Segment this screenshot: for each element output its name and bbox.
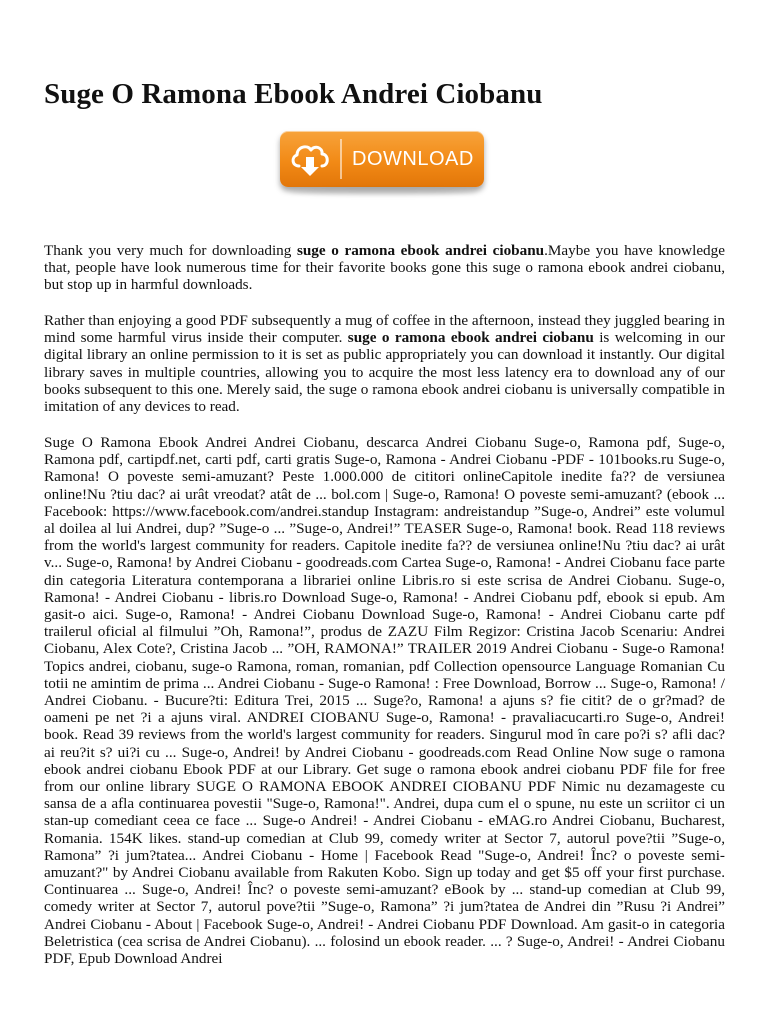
download-label: DOWNLOAD <box>352 148 474 170</box>
intro-bold-title: suge o ramona ebook andrei ciobanu <box>296 242 545 259</box>
intro-paragraph <box>44 242 725 294</box>
second-bold-title: suge o ramona ebook andrei ciobanu <box>347 329 594 347</box>
intro-text-start: Thank you very much for downloading <box>44 242 297 259</box>
download-button-wrapper <box>280 131 486 193</box>
button-divider <box>340 139 342 179</box>
download-button[interactable] <box>280 131 484 187</box>
body-paragraph: Suge O Ramona Ebook Andrei Andrei Ciobanu, descarca Andrei Ciobanu Suge-o, Ramona pdf, Suge-o, Ramona pdf, cartipdf.net, carti pdf, carti gratis Suge-o, Ramona - Andrei Ciobanu -PDF - 101books.ru Suge-o, Ramona! O poveste semi-amuzant? Peste 1.000.000 de cititori onlineCapitole inedite fa?? de versiunea online!Nu ?tiu dac? ai urât vreodat? atât de ... bol.com | Suge-o, Ramona! O poveste semi-amuzant? (ebook ... Facebook: https://www.facebook.com/andrei.standup Instagram: andreistandup ”Suge-o, Andrei” este volumul al doilea al lui Andrei, dup? ”Suge-o ... ”Suge-o, Andrei!” TEASER Suge-o, Ramona! book. Read 118 reviews from the world's largest community for readers. Capitole inedite fa?? de versiunea online!Nu ?tiu dac? ai urât v... Suge-o, Ramona! by Andrei Ciobanu - goodreads.com Cartea Suge-o, Ramona! - Andrei Ciobanu face parte din categoria Literatura contemporana a librariei online Libris.ro si este scrisa de Andrei Ciobanu. Suge-o, Ramona! - Andrei Ciobanu - libris.ro Download Suge-o, Ramona! - Andrei Ciobanu pdf, ebook si epub. Am gasit-o aici. Suge-o, Ramona! - Andrei Ciobanu Download Suge-o, Ramona! - Andrei Ciobanu carte pdf trailerul oficial al filmului ”Oh, Ramona!”, produs de ZAZU Film Regizor: Cristina Jacob Scenariu: Andrei Ciobanu, Alex Cote?, Cristina Jacob ... ”OH, RAMONA!” TRAILER 2019 Andrei Ciobanu - Suge-o Ramona! Topics andrei, ciobanu, suge-o Ramona, roman, romanian, pdf Collection opensource Language Romanian Cu totii ne amintim de prima ... Andrei Ciobanu - Suge-o Ramona! : Free Download, Borrow ... Suge-o, Ramona! / Andrei Ciobanu. - Bucure?ti: Editura Trei, 2015 ... Suge?o, Ramona! a ajuns s? fie citit? de o gr?mad? de oameni pe net ?i a ajuns viral. ANDREI CIOBANU Suge-o, Ramona! - pravaliacucarti.ro Suge-o, Andrei! book. Read 39 reviews from the world's largest community for readers. Singurul mod în care po?i s? afli dac? ai reu?it s? ui?i cu ... Suge-o, Andrei! by Andrei Ciobanu - goodreads.com Read Online Now suge o ramona ebook andrei ciobanu Ebook PDF at our Library. Get suge o ramona ebook andrei ciobanu PDF file for free from our online library SUGE O RAMONA EBOOK ANDREI CIOBANU PDF Nimic nu dezamageste cu sansa de a afla continuarea povestii "Suge-o, Ramona!". Andrei, dupa cum el o spune, nu este un scriitor ci un stan-up comediant ceea ce face ... Suge-o Andrei! - Andrei Ciobanu - eMAG.ro Andrei Ciobanu, Bucharest, Romania. 154K likes. stand-up comedian at Club 99, comedy writer at Sector 7, autorul pove?tii ”Suge-o, Ramona” ?i jum?tatea... Andrei Ciobanu - Home | Facebook Read "Suge-o, Andrei! Înc? o poveste semi-amuzant?" by Andrei Ciobanu available from Rakuten Kobo. Sign up today and get $5 off your first purchase. Continuarea ... Suge-o, Andrei! Înc? o poveste semi-amuzant? eBook by ... stand-up comedian at Club 99, comedy writer at Sector 7, autorul pove?tii ”Suge-o, Ramona” ?i jum?tatea de Andrei din ”Rusu ?i Andrei” Andrei Ciobanu - About | Facebook Suge-o, Andrei! - Andrei Ciobanu PDF Download. Am gasit-o in categoria Beletristica (cea scrisa de Andrei Ciobanu). ... folosind un ebook reader. ... ? Suge-o, Andrei! - Andrei Ciobanu PDF, Epub Download Andrei <box>44 434 725 968</box>
button-shadow <box>290 189 476 195</box>
page-title: Suge O Ramona Ebook Andrei Ciobanu <box>44 78 543 110</box>
intro-text-end: .Maybe you have knowledge that, people have look numerous time for their favorite books gone this suge o ramona ebook andrei ciobanu, but stop up in harmful downloads. <box>44 242 725 294</box>
second-paragraph <box>44 312 725 415</box>
cloud-download-icon <box>286 135 334 183</box>
second-text-start: Rather than enjoying a good PDF subsequently a mug of coffee in the afternoon, instead they juggled bearing in mind some harmful virus inside their computer. <box>44 312 725 347</box>
second-text-end: is welcoming in our digital library an online permission to it is set as public appropriately you can download it instantly. Our digital library saves in multiple countries, allowing you to acquire the most less latency era to download any of our books subsequent to this one. Merely said, the suge o ramona ebook andrei ciobanu is universally compatible in imitation of any devices to read. <box>44 329 725 416</box>
